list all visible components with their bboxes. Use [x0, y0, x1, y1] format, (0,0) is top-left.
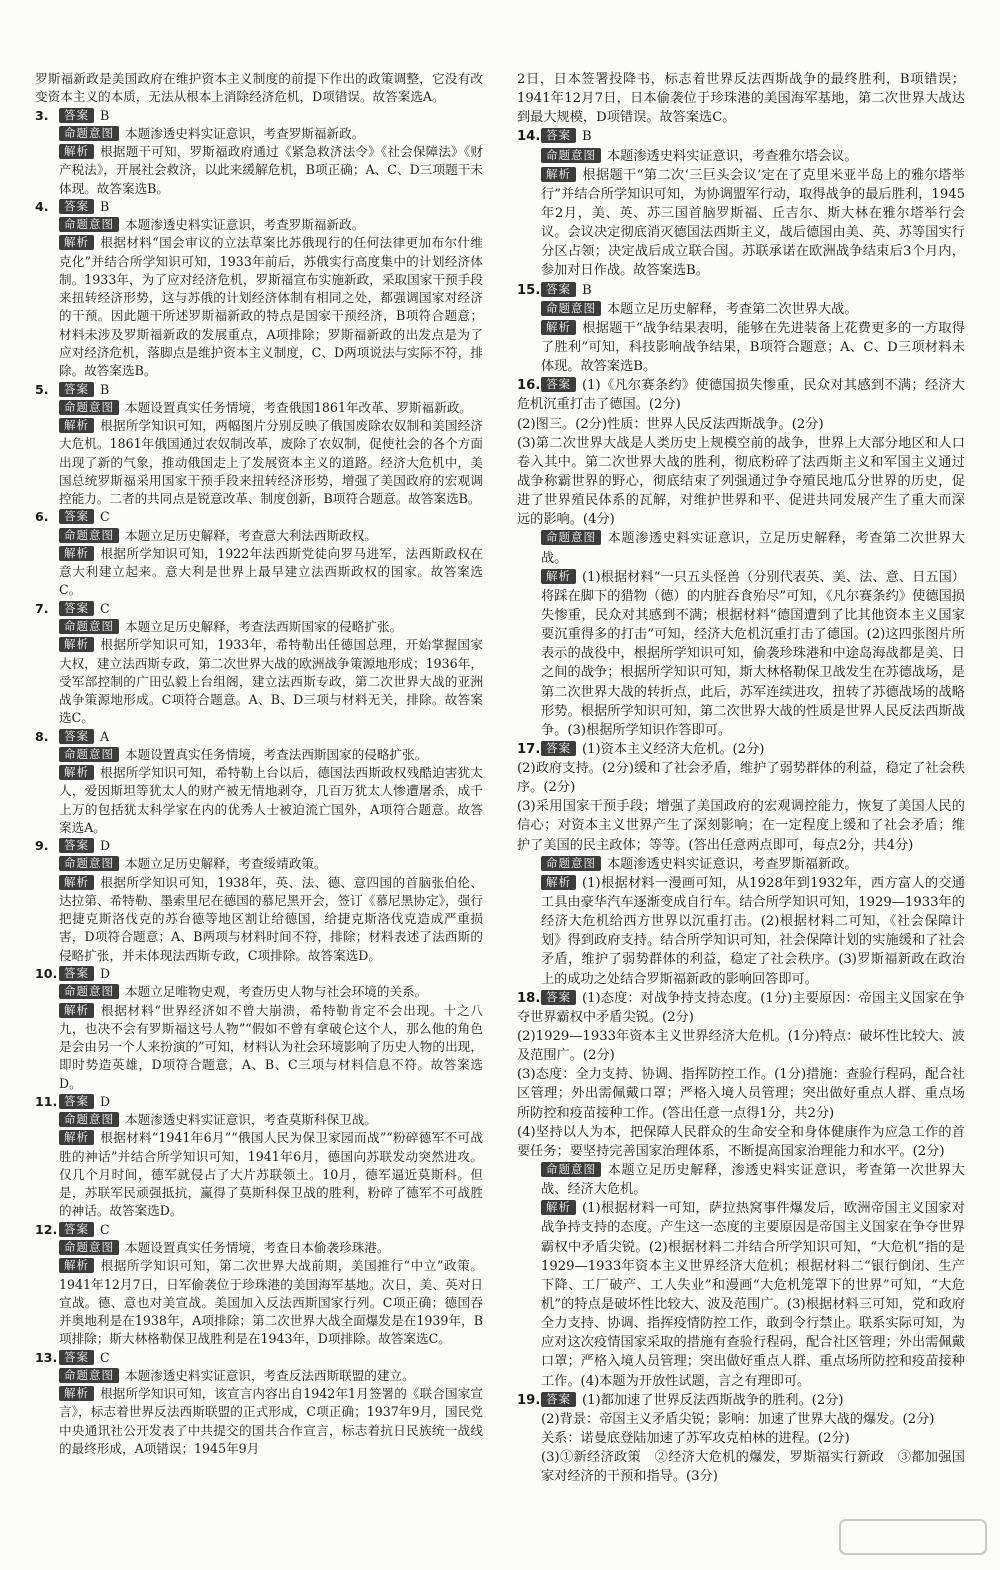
- question-block: [517, 1391, 965, 1487]
- answer-tag: 答案: [59, 509, 94, 524]
- question-number: 7.: [35, 600, 49, 616]
- answer-tag: 答案: [59, 966, 94, 981]
- analysis-tag: 解析: [59, 765, 94, 780]
- question-number: 10.: [35, 966, 58, 982]
- intent-tag: 命题意图: [59, 856, 119, 871]
- answer-tag: 答案: [59, 838, 94, 853]
- question-block: [35, 381, 483, 509]
- right-column: [517, 70, 965, 1486]
- answer-line: [35, 1221, 483, 1239]
- answer-text: B: [100, 381, 110, 397]
- answer-line: [517, 1391, 965, 1410]
- answer-text: D: [100, 966, 111, 982]
- analysis-text: 根据材料“1941年6月”“俄国人民为保卫家园而战”“粉碎德军不可战胜的神话”并结合所学知识可知，1941年6月，德国向苏联发动突然进攻。仅几个月时间，德军就侵占了大片苏联领土。10月，德军逼近莫斯科。但是，苏联军民顽强抵抗，赢得了莫斯科保卫战的胜利，粉碎了德军不可战胜的神话。故答案选D。: [59, 1130, 483, 1219]
- answer-line: [35, 198, 483, 216]
- analysis-tag: 解析: [59, 144, 94, 159]
- intent-line: [35, 1111, 483, 1129]
- analysis-text: 根据所学知识可知，希特勒上台以后，德国法西斯政权残酷迫害犹太人，爱因斯坦等犹太人的财产被无情地剥夺，几百万犹太人惨遭屠杀，成千上万的包括犹太科学家在内的优秀人士被迫流亡国外，A项符合题意。故答案选A。: [59, 765, 483, 835]
- answer-line: [35, 1349, 483, 1367]
- answer-line: [517, 740, 965, 855]
- analysis-tag: 解析: [541, 1200, 576, 1215]
- analysis-line: [35, 1385, 483, 1458]
- analysis-text: 根据所学知识可知，1938年，英、法、德、意四国的首脑张伯伦、达拉第、希特勒、墨索里尼在德国的慕尼黑开会，签订《慕尼黑协定》，强行把捷克斯洛伐克的苏台德等地区割让给德国，给捷克斯洛伐克造成严重损害，D项符合题意；A、B两项与材料时间不符，排除；材料表述了法西斯的侵略扩张，并未体现法西斯专政，C项排除。故答案选D。: [59, 874, 483, 963]
- answer-line: [35, 837, 483, 855]
- intent-tag: 命题意图: [59, 747, 119, 762]
- intent-tag: 命题意图: [59, 619, 119, 634]
- intent-tag: 命题意图: [541, 148, 601, 163]
- question-number: 6.: [35, 509, 49, 525]
- question-number: 9.: [35, 838, 49, 854]
- intent-tag: 命题意图: [541, 301, 601, 316]
- intent-line: [35, 216, 483, 234]
- question-block: [35, 107, 483, 198]
- intent-text: 本题渗透史料实证意识，考查罗斯福新政。: [607, 856, 858, 872]
- intent-line: [35, 125, 483, 143]
- question-number: 8.: [35, 728, 49, 744]
- intent-tag: 命题意图: [59, 528, 119, 543]
- answer-text: A: [100, 728, 110, 744]
- question-block: [35, 198, 483, 381]
- answer-tag: 答案: [541, 128, 576, 143]
- intent-text: 本题渗透史料实证意识，立足历史解释，考查第二次世界大战。: [541, 531, 965, 566]
- analysis-text: 根据所学知识可知，1933年，希特勒出任德国总理，开始掌握国家大权，建立法西斯专政，第二次世界大战的欧洲战争策源地形成；1936年，受军部控制的广田弘毅上台组阁，建立法西斯专政，第二次世界大战的亚洲战争策源地形成。C项符合题意。A、B、D三项与材料无关，排除。故答案选C。: [59, 637, 483, 726]
- answer-text: (1)都加速了世界反法西斯战争的胜利。(2分): [582, 1392, 844, 1408]
- intent-line: [517, 529, 965, 567]
- analysis-line: [35, 545, 483, 600]
- analysis-line: [35, 234, 483, 380]
- question-number: 16.: [517, 378, 541, 394]
- intent-tag: 命题意图: [541, 856, 601, 871]
- answer-tag: 答案: [541, 1392, 576, 1407]
- answer-line: [35, 508, 483, 526]
- answer-line: [517, 989, 965, 1161]
- intent-tag: 命题意图: [59, 1240, 119, 1255]
- answer-text: B: [582, 282, 592, 298]
- analysis-text: (1)根据材料一可知，萨拉热窝事件爆发后，欧洲帝国主义国家对战争持支持的态度。产生这一态度的主要原因是帝国主义国家在争夺世界霸权中矛盾尖锐。(2)根据材料二并结合所学知识可知，“大危机”指的是1929—1933年资本主义世界经济大危机；根据材料二“银行倒闭、生产下降、工厂破产、工人失业”和漫画“大危机笼罩下的世界”可知，“大危机”的特点是破坏性比较大、波及范围广。(3)根据材料三可知，党和政府全力支持、协调、指挥疫情防控工作，敢到令行禁止。联系实际可知，为应对这次疫情国家采取的措施有查验行程码，配合社区管理；外出需佩戴口罩；严格入境人员管理；突出做好重点人群、重点场所防控和疫苗接种工作。(4)本题为开放性试题，言之有理即可。: [541, 1201, 965, 1389]
- answer-text: (3)①新经济政策 ②经济大危机的爆发，罗斯福实行新政 ③都加强国家对经济的干预和指导。(3分): [541, 1450, 965, 1485]
- analysis-line: [35, 764, 483, 837]
- answer-tag: 答案: [59, 382, 94, 397]
- question-block: [35, 600, 483, 728]
- answer-line: [517, 281, 965, 300]
- intent-line: [35, 618, 483, 636]
- intent-tag: 命题意图: [59, 1112, 119, 1127]
- analysis-line: [35, 874, 483, 965]
- intent-text: 本题渗透史料实证意识，考查莫斯科保卫战。: [125, 1112, 377, 1128]
- answer-text: C: [100, 509, 110, 525]
- question-number: 11.: [35, 1093, 58, 1109]
- answer-line: [35, 965, 483, 983]
- analysis-text: 根据所学知识可知，两幅图片分别反映了俄国废除农奴制和美国经济大危机。1861年俄国通过农奴制改革，废除了农奴制，促使社会的各个方面出现了新的气象，推动俄国走上了发展资本主义的道路。经济大危机中，美国总统罗斯福采用国家干预手段来扭转经济形势，增强了美国政府的宏观调控能力。二者的共同点是锐意改革、制度创新，B项符合题意。故答案选B。: [59, 418, 483, 507]
- intent-text: 本题立足历史解释，考查法西斯国家的侵略扩张。: [125, 618, 403, 634]
- answer-line: [35, 600, 483, 618]
- question-block: [517, 281, 965, 377]
- answer-text: C: [100, 1349, 110, 1365]
- answer-tag: 答案: [59, 1094, 94, 1109]
- intent-text: 本题渗透史料实证意识，考查罗斯福新政。: [125, 125, 365, 141]
- answer-line: [35, 1093, 483, 1111]
- answer-line: [517, 376, 965, 529]
- intent-text: 本题渗透史料实证意识，考查罗斯福新政。: [125, 217, 365, 233]
- answer-text: C: [100, 600, 110, 616]
- answer-text: 关系：诺曼底登陆加速了苏军攻克柏林的进程。(2分): [541, 1430, 850, 1446]
- analysis-line: [35, 1002, 483, 1093]
- intent-line: [517, 300, 965, 319]
- intent-text: 本题立足历史解释，考查第二次世界大战。: [607, 301, 858, 317]
- analysis-text: (1)根据材料一漫画可知，从1928年到1932年，西方富人的交通工具由豪华汽车逐渐变成自行车。结合所学知识可知，1929—1933年的经济大危机给西方世界以沉重打击。(2)根据材料二可知，《社会保障计划》得到政府支持。结合所学知识可知，社会保障计划的实施缓和了社会矛盾，维护了弱势群体的利益，稳定了社会秩序。(3)罗斯福新政在政治上的成功之处结合罗斯福新政的影响回答即可。: [541, 875, 965, 987]
- analysis-line: [35, 636, 483, 727]
- answer-text: B: [582, 129, 592, 145]
- question-block: [35, 508, 483, 599]
- analysis-tag: 解析: [541, 875, 576, 890]
- analysis-line: [35, 143, 483, 198]
- answer-tag: 答案: [59, 1350, 94, 1365]
- question-number: 15.: [517, 282, 541, 298]
- answer-text: D: [100, 838, 111, 854]
- answer-line: [517, 127, 965, 146]
- intent-line: [517, 1161, 965, 1199]
- intent-tag: 命题意图: [59, 217, 119, 232]
- analysis-text: 根据材料“国会审议的立法草案比苏俄现行的任何法律更加布尔什维克化”并结合所学知识可知，1933年前后，苏俄实行高度集中的计划经济体制。1933年，为了应对经济危机，罗斯福宣布实施新政，采取国家干预手段来扭转经济形势，这与苏俄的计划经济体制有相同之处，都强调国家对经济的干预。因此题干所述罗斯福新政的特点是国家干预经济，B项符合题意；材料未涉及罗斯福新政的发展重点，A项排除；罗斯福新政的出发点是为了应对经济危机，落脚点是维护资本主义制度，C、D两项说法与实际不符，排除。故答案选B。: [59, 235, 483, 379]
- answer-line: [35, 381, 483, 399]
- intent-line: [517, 147, 965, 166]
- analysis-text: 根据所学知识可知，该宣言内容出自1942年1月签署的《联合国家宣言》，标志着世界反法西斯联盟的正式形成，C项正确；1937年9月，国民党中央通讯社公开发表了中共提交的国共合作宣言，标志着抗日民族统一战线的最终形成，A项错误；1945年9月: [59, 1386, 483, 1456]
- analysis-tag: 解析: [59, 235, 94, 250]
- analysis-text: 根据题干“战争结果表明，能够在先进装备上花费更多的一方取得了胜利”可知，科技影响战争结果，B项符合题意；A、C、D三项材料未体现。故答案选B。: [541, 320, 965, 375]
- intent-text: 本题立足唯物史观，考查历史人物与社会环境的关系。: [125, 984, 428, 1000]
- answer-tag: 答案: [541, 377, 576, 392]
- question-number: 4.: [35, 198, 49, 214]
- answer-tag: 答案: [59, 199, 94, 214]
- analysis-tag: 解析: [59, 637, 94, 652]
- question-block: [517, 376, 965, 740]
- analysis-tag: 解析: [59, 1130, 94, 1145]
- paragraph-text: 2日，日本签署投降书，标志着世界反法西斯战争的最终胜利，B项错误；1941年12月7日，日本偷袭位于珍珠港的美国海军基地，第二次世界大战达到最大规模，D项错误。故答案选C。: [517, 72, 965, 126]
- question-block: [35, 837, 483, 965]
- intent-tag: 命题意图: [59, 984, 119, 999]
- answer-text: B: [100, 198, 110, 214]
- answer-text: (1)态度：对战争持支持态度。(1分)主要原因：帝国主义国家在争夺世界霸权中矛盾尖锐。(2分) (2)1929—1933年资本主义世界经济大危机。(1分)特点：破坏性比较大、波及范围广。(2分) (3)态度：全力支持、协调、指挥防控工作。(1分)措施：查验行程码，配合社区管理；外出需佩戴口罩；严格入境人员管理；突出做好重点人群、重点场所防控和疫苗接种工作。(答出任意一点得1分，共2分) (4)坚持以人为本，把保障人民群众的生命安全和身体健康作为应急工作的首要任务；要坚持完善国家治理体系，不断提高国家治理能力和水平。(2分): [517, 990, 965, 1159]
- analysis-line: [35, 417, 483, 508]
- question-block: [35, 965, 483, 1093]
- question-number: 17.: [517, 741, 541, 757]
- answer-text: (1)资本主义经济大危机。(2分) (2)政府支持。(2分)缓和了社会矛盾，维护了弱势群体的利益，稳定了社会秩序。(2分) (3)采用国家干预手段；增强了美国政府的宏观调控能力，恢复了美国人民的信心；对资本主义世界产生了深刻影响；在一定程度上缓和了社会矛盾；维护了美国的民主政体；等等。(答出任意两点即可，每点2分，共4分): [517, 741, 965, 853]
- answer-tag: 答案: [59, 729, 94, 744]
- intent-line: [35, 746, 483, 764]
- analysis-tag: 解析: [59, 546, 94, 561]
- intent-line: [35, 983, 483, 1001]
- analysis-tag: 解析: [541, 569, 576, 584]
- analysis-tag: 解析: [59, 875, 94, 890]
- analysis-line: [517, 568, 965, 740]
- intent-text: 本题设置真实任务情境，考查法西斯国家的侵略扩张。: [125, 746, 428, 762]
- question-number: 5.: [35, 381, 49, 397]
- question-number: 3.: [35, 107, 49, 123]
- answer-tag: 答案: [59, 601, 94, 616]
- answer-tag: 答案: [541, 990, 576, 1005]
- analysis-tag: 解析: [59, 1003, 94, 1018]
- answer-text: (1)《凡尔赛条约》使德国损失惨重，民众对其感到不满；经济大危机沉重打击了德国。(2分) (2)图三。(2分)性质：世界人民反法西斯战争。(2分) (3)第二次世界大战是人类历史上规模空前的战争，世界上大部分地区和人口卷入其中。第二次世界大战的胜利，彻底粉碎了法西斯主义和军国主义通过战争称霸世界的野心，彻底结束了列强通过争夺殖民地瓜分世界的历史，促进了世界殖民体系的瓦解，对维护世界和平、促进共同发展产生了重大而深远的影响。(4分): [517, 378, 965, 528]
- analysis-tag: 解析: [59, 1386, 94, 1401]
- analysis-tag: 解析: [541, 167, 576, 182]
- left-column: [35, 70, 483, 1458]
- analysis-text: 根据题干可知，罗斯福政府通过《紧急救济法令》《社会保障法》《财产税法》，开展社会救济，以此来缓解危机，B项正确；A、C、D三项题干未体现。故答案选B。: [59, 144, 483, 196]
- analysis-text: 根据所学知识可知，1922年法西斯党徒向罗马进军，法西斯政权在意大利建立起来。意大利是世界上最早建立法西斯政权的国家。故答案选C。: [59, 545, 483, 598]
- question-number: 12.: [35, 1221, 58, 1237]
- question-block: [517, 989, 965, 1391]
- intent-text: 本题立足历史解释，考查绥靖政策。: [125, 856, 327, 872]
- answer-tag: 答案: [541, 282, 576, 297]
- intent-line: [517, 855, 965, 874]
- answer-text: B: [100, 107, 110, 123]
- question-number: 18.: [517, 990, 541, 1006]
- analysis-line: [517, 874, 965, 989]
- analysis-text: 根据题干“第二次‘三巨头会议’定在了克里米亚半岛上的雅尔塔举行”并结合所学知识可知，为协调盟军行动，取得战争的最后胜利，1945年2月，美、英、苏三国首脑罗斯福、丘吉尔、斯大林在雅尔塔举行会议。会议决定彻底消灭德国法西斯主义，战后德国由美、英、苏等国实行分区占领；决定战后成立联合国。苏联承诺在欧洲战争结束后3个月内，参加对日作战。故答案选B。: [541, 167, 965, 279]
- question-number: 19.: [517, 1392, 541, 1408]
- intent-line: [35, 1367, 483, 1385]
- answer-text: D: [100, 1093, 111, 1109]
- answer-text: (2)背景：帝国主义矛盾尖锐；影响：加速了世界大战的爆发。(2分): [541, 1411, 935, 1427]
- answer-tag: 答案: [59, 108, 94, 123]
- answer-tag: 答案: [59, 1222, 94, 1237]
- watermark-logo: [838, 1516, 988, 1558]
- answer-text: C: [100, 1221, 110, 1237]
- question-block: [35, 1349, 483, 1459]
- intent-text: 本题渗透史料实证意识，考查雅尔塔会议。: [607, 148, 858, 164]
- intent-tag: 命题意图: [59, 400, 119, 415]
- intent-text: 本题渗透史料实证意识，考查反法西斯联盟的建立。: [125, 1367, 415, 1383]
- analysis-tag: 解析: [59, 1258, 94, 1273]
- intent-text: 本题立足历史解释，渗透史料实证意识，考查第一次世界大战、经济大危机。: [541, 1163, 965, 1198]
- analysis-line: [517, 166, 965, 281]
- analysis-line: [35, 1257, 483, 1348]
- question-block: [35, 728, 483, 838]
- intent-line: [35, 1239, 483, 1257]
- analysis-line: [35, 1129, 483, 1220]
- analysis-text: (1)根据材料“一只五头怪兽（分别代表英、美、法、意、日五国）将踩在脚下的猎物（德）的内脏吞食殆尽”可知，《凡尔赛条约》使德国损失惨重，民众对其感到不满；根据材料“德国遭到了比其他资本主义国家要沉重得多的打击”可知，经济大危机沉重打击了德国。(2)这四张图片所表示的战役中，根据所学知识可知，偷袭珍珠港和中途岛海战都是美、日之间的战争；根据所学知识可知，斯大林格勒保卫战发生在苏德战场，是第二次世界大战的转折点，此后，苏军连续进攻，扭转了苏德战场的战略形势。根据所学知识可知，第二次世界大战的性质是世界人民反法西斯战争。(3)根据所学知识作答即可。: [541, 569, 965, 738]
- question-block: [517, 740, 965, 989]
- question-block: [35, 1093, 483, 1221]
- analysis-text: 根据所学知识可知，第二次世界大战前期，美国推行“中立”政策。1941年12月7日，日军偷袭位于珍珠港的美国海军基地。次日，美、英对日宣战。德、意也对美宣战。美国加入反法西斯国家行列。C项正确；德国吞并奥地利是在1938年，A项排除；第二次世界大战全面爆发是在1939年，B项排除；斯大林格勒保卫战胜利是在1943年，D项排除。故答案选C。: [59, 1258, 483, 1347]
- intent-tag: 命题意图: [59, 1368, 119, 1383]
- intent-text: 本题设置真实任务情境，考查日本偷袭珍珠港。: [125, 1240, 390, 1255]
- answer-line: [35, 728, 483, 746]
- question-block: [35, 1221, 483, 1349]
- analysis-tag: 解析: [59, 418, 94, 433]
- intent-tag: 命题意图: [59, 126, 119, 141]
- analysis-tag: 解析: [541, 320, 576, 335]
- intent-line: [35, 399, 483, 417]
- intent-text: 本题立足历史解释，考查意大利法西斯政权。: [125, 527, 377, 543]
- question-number: 13.: [35, 1349, 58, 1365]
- answer-line: [35, 107, 483, 125]
- question-block: [517, 127, 965, 280]
- paragraph-text: 罗斯福新政是美国政府在维护资本主义制度的前提下作出的政策调整，它没有改变资本主义的本质，无法从根本上消除经济危机，D项错误。故答案选A。: [35, 71, 483, 105]
- analysis-line: [517, 319, 965, 376]
- answer-tag: 答案: [541, 741, 576, 756]
- intent-line: [35, 527, 483, 545]
- intent-line: [35, 855, 483, 873]
- question-number: 14.: [517, 129, 541, 145]
- analysis-line: [517, 1199, 965, 1390]
- intent-tag: 命题意图: [541, 1162, 601, 1177]
- intent-tag: 命题意图: [541, 530, 601, 545]
- analysis-text: 根据材料“世界经济如不曾大崩溃，希特勒肯定不会出现。十之八九，也决不会有罗斯福这号人物”“假如不曾有拿破仑这个人，那么他的角色是会由另一个人来扮演的”可知，材料认为社会环境影响了历史人物的出现，即时势造英雄，D项符合题意，A、B、C三项与材料信息不符。故答案选D。: [59, 1002, 483, 1091]
- intent-text: 本题设置真实任务情境，考查俄国1861年改革、罗斯福新政。: [125, 399, 472, 415]
